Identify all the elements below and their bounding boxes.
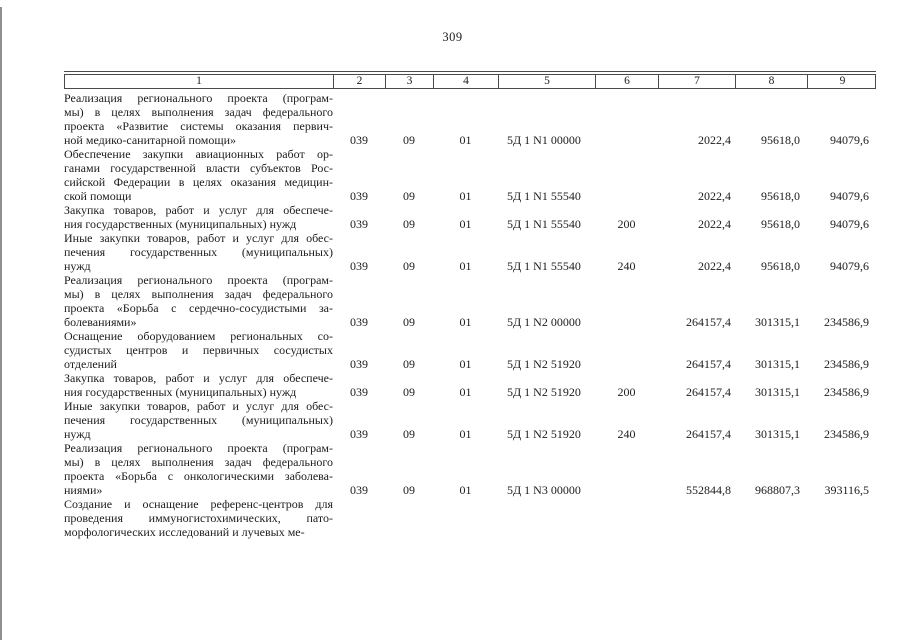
row-description xyxy=(64,91,333,147)
cell-col2: 039 xyxy=(350,483,368,497)
scan-edge-line xyxy=(0,7,2,640)
description-line: Закупка товаров, работ и услуг для обеспече- xyxy=(64,371,333,385)
cell-col2: 039 xyxy=(350,385,368,399)
cell-col7: 2022,4 xyxy=(698,259,731,273)
row-description xyxy=(64,441,333,497)
row-description xyxy=(64,203,333,231)
cell-col3: 09 xyxy=(403,483,415,497)
table-header-row xyxy=(64,74,876,89)
cell-col8: 95618,0 xyxy=(761,189,800,203)
cell-col3: 09 xyxy=(403,259,415,273)
description-line: проведения иммуногистохимических, пато- xyxy=(64,511,333,525)
table-row xyxy=(64,441,876,497)
cell-col8: 301315,1 xyxy=(755,357,800,371)
cell-col7: 552844,8 xyxy=(686,483,731,497)
table-row xyxy=(64,91,876,147)
column-header-3: 3 xyxy=(386,75,434,88)
cell-col7: 264157,4 xyxy=(686,357,731,371)
cell-col5: 5Д 1 N1 55540 xyxy=(507,189,581,203)
cell-col6: 200 xyxy=(617,385,636,399)
cell-col5: 5Д 1 N2 51920 xyxy=(507,385,581,399)
cell-col4: 01 xyxy=(459,217,472,231)
description-line: ской помощи xyxy=(64,189,132,203)
description-line: сийской Федерации в целях оказания медицин- xyxy=(64,175,333,189)
description-line: проекта «Борьба с сердечно-сосудистыми за- xyxy=(64,301,333,315)
row-description xyxy=(64,497,333,539)
description-line: мы) в целях выполнения задач федерального xyxy=(64,455,333,469)
description-line: Реализация регионального проекта (програм- xyxy=(64,273,333,287)
cell-col6: 200 xyxy=(617,217,636,231)
cell-col8: 301315,1 xyxy=(755,385,800,399)
cell-col3: 09 xyxy=(403,385,415,399)
cell-col5: 5Д 1 N2 00000 xyxy=(507,315,581,329)
description-line: печения государственных (муниципальных) xyxy=(64,413,333,427)
cell-col9: 94079,6 xyxy=(830,259,869,273)
cell-col2: 039 xyxy=(350,217,368,231)
table-row xyxy=(64,273,876,329)
cell-col8: 968807,3 xyxy=(755,483,800,497)
column-header-4: 4 xyxy=(434,75,499,88)
row-description xyxy=(64,371,333,399)
cell-col9: 234586,9 xyxy=(824,427,869,441)
description-line: морфологических исследований и лучевых ме- xyxy=(64,525,305,539)
row-description xyxy=(64,147,333,203)
table-row xyxy=(64,147,876,203)
cell-col2: 039 xyxy=(350,357,368,371)
cell-col9: 94079,6 xyxy=(830,133,869,147)
description-line: ганами государственной власти субъектов Рос- xyxy=(64,161,333,175)
description-line: Обеспечение закупки авиационных работ ор- xyxy=(64,147,333,161)
description-line: ниями» xyxy=(64,483,103,497)
description-line: ния государственных (муниципальных) нужд xyxy=(64,217,297,231)
table-row xyxy=(64,231,876,273)
description-line: проекта «Борьба с онкологическими заболева- xyxy=(64,469,333,483)
table-row xyxy=(64,399,876,441)
cell-col7: 264157,4 xyxy=(686,385,731,399)
table-top-rule xyxy=(64,71,876,72)
description-line: проекта «Развитие системы оказания первич- xyxy=(64,119,333,133)
description-line: Иные закупки товаров, работ и услуг для обес- xyxy=(64,231,333,245)
cell-col8: 301315,1 xyxy=(755,315,800,329)
cell-col5: 5Д 1 N1 55540 xyxy=(507,259,581,273)
cell-col4: 01 xyxy=(459,385,472,399)
column-header-9: 9 xyxy=(839,75,846,87)
cell-col7: 264157,4 xyxy=(686,315,731,329)
description-line: печения государственных (муниципальных) xyxy=(64,245,333,259)
description-line: Реализация регионального проекта (програм- xyxy=(64,441,333,455)
description-line: мы) в целях выполнения задач федерального xyxy=(64,287,333,301)
table-row xyxy=(64,203,876,231)
cell-col8: 301315,1 xyxy=(755,427,800,441)
description-line: отделений xyxy=(64,357,117,371)
cell-col3: 09 xyxy=(403,357,415,371)
cell-col6: 240 xyxy=(617,259,636,273)
cell-col5: 5Д 1 N1 00000 xyxy=(507,133,581,147)
cell-col4: 01 xyxy=(459,189,472,203)
row-description xyxy=(64,329,333,371)
cell-col2: 039 xyxy=(350,315,368,329)
table-row xyxy=(64,329,876,371)
cell-col9: 393116,5 xyxy=(824,483,869,497)
cell-col4: 01 xyxy=(459,133,472,147)
cell-col9: 234586,9 xyxy=(824,357,869,371)
cell-col9: 234586,9 xyxy=(824,385,869,399)
description-line: Иные закупки товаров, работ и услуг для обес- xyxy=(64,399,333,413)
description-line: Закупка товаров, работ и услуг для обеспече- xyxy=(64,203,333,217)
cell-col7: 2022,4 xyxy=(698,133,731,147)
cell-col8: 95618,0 xyxy=(761,217,800,231)
cell-col9: 94079,6 xyxy=(830,189,869,203)
cell-col5: 5Д 1 N3 00000 xyxy=(507,483,581,497)
cell-col4: 01 xyxy=(459,427,472,441)
description-line: судистых центров и первичных сосудистых xyxy=(64,343,333,357)
column-header-6: 6 xyxy=(596,75,659,88)
description-line: нужд xyxy=(64,259,91,273)
cell-col3: 09 xyxy=(403,427,415,441)
cell-col4: 01 xyxy=(459,357,472,371)
cell-col4: 01 xyxy=(459,315,472,329)
row-description xyxy=(64,231,333,273)
cell-col3: 09 xyxy=(403,315,415,329)
cell-col9: 234586,9 xyxy=(824,315,869,329)
column-header-1: 1 xyxy=(65,75,334,88)
cell-col9: 94079,6 xyxy=(830,217,869,231)
cell-col3: 09 xyxy=(403,133,415,147)
cell-col5: 5Д 1 N2 51920 xyxy=(507,357,581,371)
cell-col6: 240 xyxy=(617,427,636,441)
cell-col7: 2022,4 xyxy=(698,217,731,231)
cell-col7: 264157,4 xyxy=(686,427,731,441)
description-line: ной медико-санитарной помощи» xyxy=(64,133,237,147)
description-line: мы) в целях выполнения задач федерального xyxy=(64,105,333,119)
cell-col2: 039 xyxy=(350,259,368,273)
column-header-5: 5 xyxy=(499,75,596,88)
cell-col3: 09 xyxy=(403,189,415,203)
description-line: нужд xyxy=(64,427,91,441)
page-number: 309 xyxy=(442,30,463,44)
cell-col4: 01 xyxy=(459,259,472,273)
table-body xyxy=(64,91,876,539)
row-description xyxy=(64,273,333,329)
column-header-7: 7 xyxy=(659,75,736,88)
cell-col4: 01 xyxy=(459,483,472,497)
description-line: болеваниями» xyxy=(64,315,137,329)
cell-col5: 5Д 1 N1 55540 xyxy=(507,217,581,231)
table-row xyxy=(64,497,876,539)
column-header-2: 2 xyxy=(334,75,386,88)
cell-col2: 039 xyxy=(350,133,368,147)
cell-col5: 5Д 1 N2 51920 xyxy=(507,427,581,441)
budget-table xyxy=(64,71,876,539)
description-line: Создание и оснащение референс-центров для xyxy=(64,497,333,511)
cell-col3: 09 xyxy=(403,217,415,231)
cell-col8: 95618,0 xyxy=(761,259,800,273)
cell-col2: 039 xyxy=(350,189,368,203)
column-header-8: 8 xyxy=(736,75,808,88)
table-row xyxy=(64,371,876,399)
row-description xyxy=(64,399,333,441)
description-line: Оснащение оборудованием региональных со- xyxy=(64,329,333,343)
description-line: ния государственных (муниципальных) нужд xyxy=(64,385,297,399)
cell-col2: 039 xyxy=(350,427,368,441)
description-line: Реализация регионального проекта (програм- xyxy=(64,91,333,105)
cell-col7: 2022,4 xyxy=(698,189,731,203)
cell-col8: 95618,0 xyxy=(761,133,800,147)
